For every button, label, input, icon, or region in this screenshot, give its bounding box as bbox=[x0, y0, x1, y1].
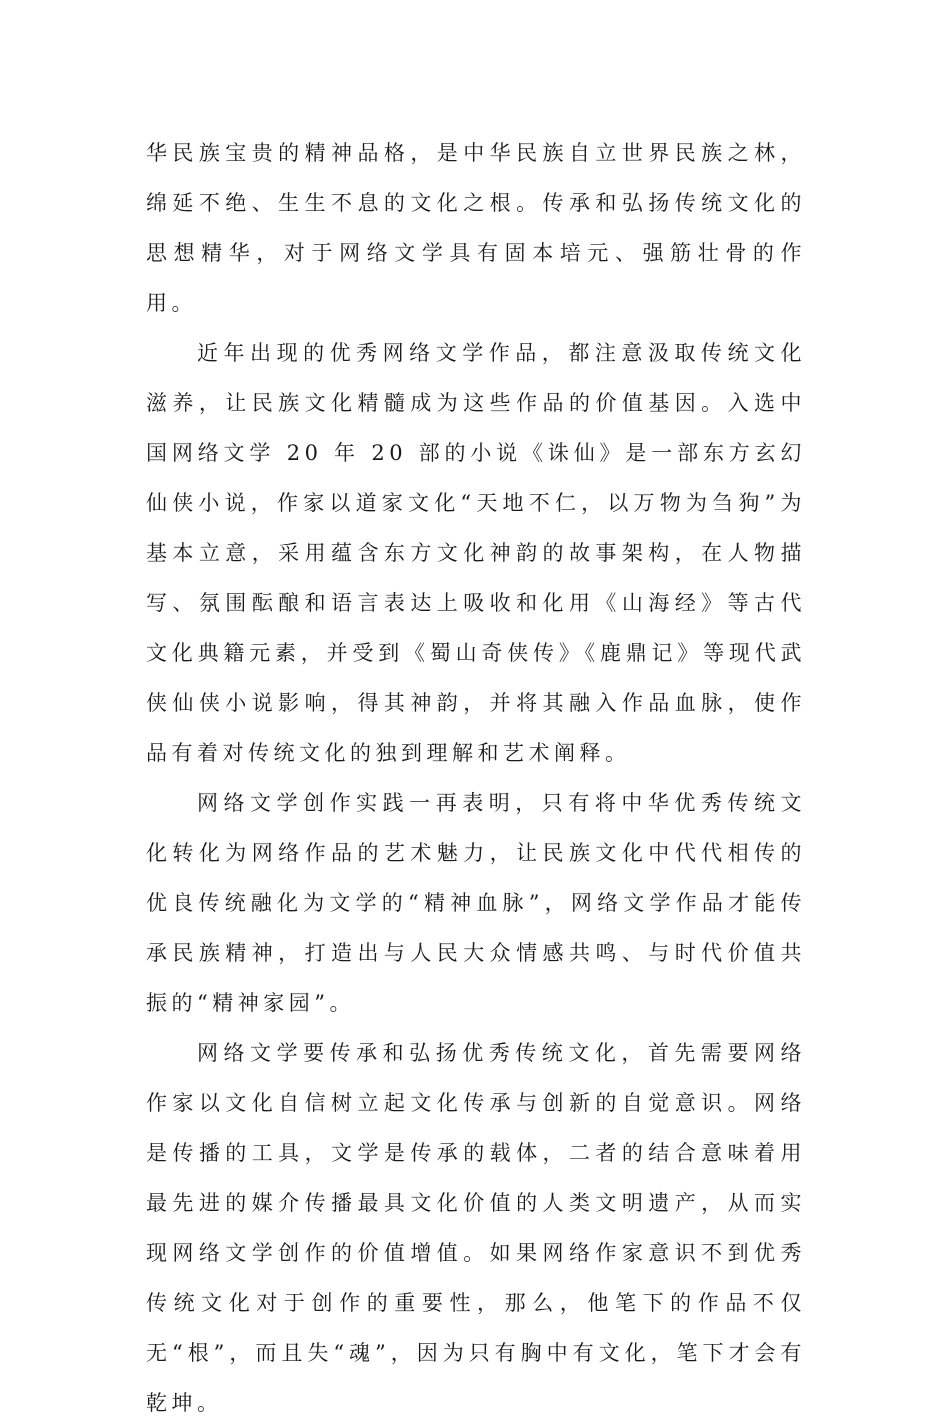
paragraph-cultural-confidence: 网络文学要传承和弘扬优秀传统文化，首先需要网络作家以文化自信树立起文化传承与创新的自觉意识。网络是传播的工具，文学是传承的载体，二者的结合意味着用最先进的媒介传播最具文化价值的人类文明遗产，从而实现网络文学创作的价值增值。如果网络作家意识不到优秀传统文化对于创作的重要性，那么，他笔下的作品不仅无“根”，而且失“魂”，因为只有胸中有文化，笔下才会有乾坤。 bbox=[146, 1041, 806, 1415]
paragraph-continuation: 华民族宝贵的精神品格，是中华民族自立世界民族之林，绵延不绝、生生不息的文化之根。传承和弘扬传统文化的思想精华，对于网络文学具有固本培元、强筋壮骨的作用。 bbox=[146, 141, 806, 315]
document-body bbox=[146, 128, 806, 1428]
paragraph-creative-practice: 网络文学创作实践一再表明，只有将中华优秀传统文化转化为网络作品的艺术魅力，让民族文化中代代相传的优良传统融化为文学的“精神血脉”，网络文学作品才能传承民族精神，打造出与人民大众情感共鸣、与时代价值共振的“精神家园”。 bbox=[146, 791, 806, 1015]
paragraph-zhuxian-example: 近年出现的优秀网络文学作品，都注意汲取传统文化滋养，让民族文化精髓成为这些作品的价值基因。入选中国网络文学 20 年 20 部的小说《诛仙》是一部东方玄幻仙侠小说，作家以道家文化“天地不仁，以万物为刍狗”为基本立意，采用蕴含东方文化神韵的故事架构，在人物描写、氛围酝酿和语言表达上吸收和化用《山海经》等古代文化典籍元素，并受到《蜀山奇侠传》《鹿鼎记》等现代武侠仙侠小说影响，得其神韵，并将其融入作品血脉，使作品有着对传统文化的独到理解和艺术阐释。 bbox=[146, 341, 806, 765]
